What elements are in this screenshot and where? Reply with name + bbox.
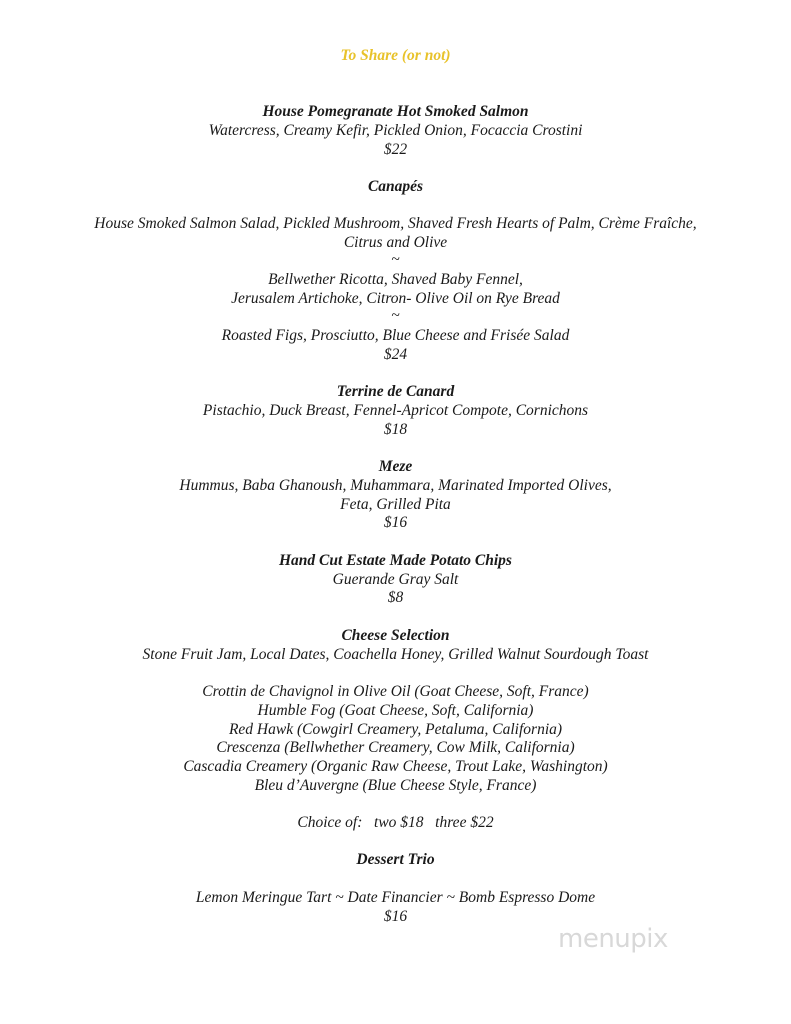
cheese-option: Humble Fog (Goat Cheese, Soft, California) (257, 702, 534, 719)
item-name: Meze (378, 458, 413, 475)
item-desc: Bellwether Ricotta, Shaved Baby Fennel, (268, 271, 523, 288)
item-price: $18 (383, 421, 408, 438)
separator: ~ (391, 307, 400, 324)
item-name: House Pomegranate Hot Smoked Salmon (262, 103, 529, 120)
item-name: Cheese Selection (341, 627, 450, 644)
item-desc: Stone Fruit Jam, Local Dates, Coachella Honey, Grilled Walnut Sourdough Toast (142, 646, 649, 663)
item-name: Terrine de Canard (336, 383, 455, 400)
item-name: Dessert Trio (356, 851, 435, 868)
item-desc: Lemon Meringue Tart ~ Date Financier ~ Bomb Espresso Dome (195, 889, 596, 906)
item-price: $22 (383, 141, 408, 158)
cheese-option: Crottin de Chavignol in Olive Oil (Goat Cheese, Soft, France) (202, 683, 589, 700)
item-desc: Watercress, Creamy Kefir, Pickled Onion, Focaccia Crostini (208, 122, 583, 139)
item-desc: Guerande Gray Salt (332, 571, 459, 588)
item-desc: Hummus, Baba Ghanoush, Muhammara, Marinated Imported Olives, (179, 477, 612, 494)
item-desc: Pistachio, Duck Breast, Fennel-Apricot Compote, Cornichons (202, 402, 589, 419)
cheese-option: Cascadia Creamery (Organic Raw Cheese, Trout Lake, Washington) (183, 758, 608, 775)
watermark-logo: menupix (558, 924, 668, 954)
item-desc: Citrus and Olive (343, 234, 448, 251)
section-title: To Share (or not) (340, 47, 451, 64)
separator: ~ (391, 251, 400, 268)
item-desc: House Smoked Salmon Salad, Pickled Mushroom, Shaved Fresh Hearts of Palm, Crème Fraîche, (94, 215, 697, 232)
item-name: Canapés (367, 178, 424, 195)
item-desc: Feta, Grilled Pita (340, 496, 451, 513)
cheese-option: Red Hawk (Cowgirl Creamery, Petaluma, California) (228, 721, 563, 738)
cheese-choice-price: Choice of: two $18 three $22 (297, 814, 494, 831)
cheese-option: Crescenza (Bellwhether Creamery, Cow Milk, California) (216, 739, 575, 756)
cheese-option: Bleu d’Auvergne (Blue Cheese Style, France) (254, 777, 537, 794)
item-price: $16 (383, 514, 408, 531)
item-desc: Roasted Figs, Prosciutto, Blue Cheese and Frisée Salad (221, 327, 570, 344)
item-price: $24 (383, 346, 408, 363)
item-price: $8 (387, 589, 404, 606)
item-price: $16 (383, 908, 408, 925)
item-desc: Jerusalem Artichoke, Citron- Olive Oil on Rye Bread (231, 290, 560, 307)
item-name: Hand Cut Estate Made Potato Chips (279, 552, 512, 569)
